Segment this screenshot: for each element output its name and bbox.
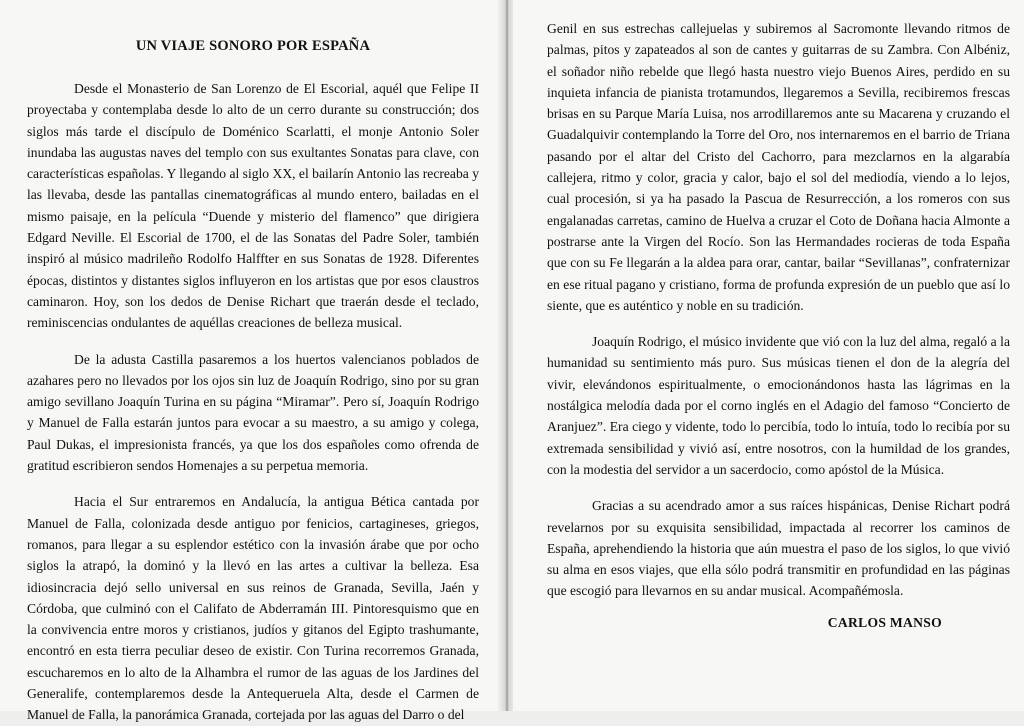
right-page	[513, 0, 1024, 711]
paragraph-andalucia: Hacia el Sur entraremos en Andalucía, la antigua Bética cantada por Manuel de Falla, colonizada desde antiguo por fenicios, cartagineses, griegos, romanos, para llegar a su esplendor estético con la invasión árabe que por ocho siglos la atrapó, la dominó y la llevó en las artes a cultivar la belleza. Esa idiosincracia dejó sello universal en sus reinos de Granada, Sevilla, Jaén y Córdoba, que culminó con el Califato de Abderramán III. Pintoresquismo que en la convivencia entre moros y cristianos, judíos y gitanos del Egipto trashumante, encontró en esta tierra peculiar deseo de existir. Con Turina recorremos Granada, escucharemos en lo alto de la Alhambra el rumor de las aguas de los Jardines del Generalife, contemplaremos desde la Antequeruela Alta, desde el Carmen de Manuel de Falla, la panorámica Granada, cortejada por las aguas del Darro o del	[27, 494, 479, 723]
paragraph-denise-richart: Gracias a su acendrado amor a sus raíces hispánicas, Denise Richart podrá revelarnos por su exquisita sensibilidad, impactada al recorrer los caminos de España, aprehendiendo la historia que aún muestra el paso de los siglos, lo que vivió su alma en esos viajes, que ella sólo podrá transmitir en profundidad en las páginas que escogió para llevarnos en su andar musical. Acompañémosla.	[547, 498, 1010, 599]
page-title: UN VIAJE SONORO POR ESPAÑA	[135, 38, 371, 54]
paragraph-castilla: De la adusta Castilla pasaremos a los huertos valencianos poblados de azahares pero no llevados por los ojos sin luz de Joaquín Rodrigo, sino por su gran amigo sevillano Joaquín Turina en su página “Miramar”. Pero sí, Joaquín Rodrigo y Manuel de Falla estarán juntos para evocar a su maestro, a su amigo y colega, Paul Dukas, el impresionista francés, ya que los dos españoles como ofrenda de gratitud escribieron sendos Homenajes a su perpetua memoria.	[27, 351, 479, 474]
left-page	[0, 0, 503, 723]
paragraph-genil: Genil en sus estrechas callejuelas y subiremos al Sacromonte llevando ritmos de palmas, pitos y zapateados al son de cantes y guitarras de su Zambra. Con Albéniz, el soñador niño rebelde que llegó hasta nuestro viejo Buenos Aires, perdido en su inquieta infancia de pianista trotamundos, llegaremos a Sevilla, recibiremos frescas brisas en su Parque María Luisa, nos arrodillaremos ante su Macarena y cruzando el Guadalquivir contemplando la Torre del Oro, nos internaremos en el barrio de Triana pasando por el altar del Cristo del Cachorro, para mezclarnos en la algarabía callejera, ritmo y color, gracia y calor, bajo el sol del mediodía, viendo a lo lejos, cual procesión, si ya ha pasado la Pascua de Resurrección, a los romeros con sus engalanadas carretas, camino de Huelva a cruzar el Coto de Doñana hacia Almonte a postrarse ante la Virgen del Rocío. Son las Hermandades rocieras de toda España que con su Fe llegarán a la aldea para orar, cantar, bailar “Sevillanas”, confraternizar en ese ritual pagano y cristiano, forma de profunda expresión de un pueblo que así lo siente, que es auténtico y noble en su tradición.	[547, 21, 1010, 313]
paragraph-escorial: Desde el Monasterio de San Lorenzo de El Escorial, aquél que Felipe II proyectaba y contemplaba desde lo alto de un cerro durante su construcción; dos siglos más tarde el discípulo de Doménico Scarlatti, el monje Antonio Soler inundaba las augustas naves del templo con sus exultantes Sonatas para clave, con características españolas. Y llegando al siglo XX, el bailarín Antonio las recreaba y las llevaba, desde las pantallas cinematográficas al mundo entero, bailadas en el mismo paisaje, en la película “Duende y misterio del flamenco” que dirigiera Edgard Neville. El Escorial de 1700, el de las Sonatas del Padre Soler, también inspiró al músico madrileño Rodolfo Halffter en sus Sonatas de 1928. Diferentes épocas, distintos y distantes siglos influyeron en los artistas que por esos claustros caminaron. Hoy, son los dedos de Denise Richart que traerán desde el teclado, reminiscencias ondulantes de aquéllas creaciones de belleza musical.	[27, 81, 479, 331]
paragraph-rodrigo: Joaquín Rodrigo, el músico invidente que vió con la luz del alma, regaló a la humanidad su sentimiento más puro. Sus músicas tienen el don de la alegría del vivir, elevándonos espiritualmente, o emocionándonos hasta las lágrimas en la nostálgica melodía dada por el corno inglés en el Adagio del famoso “Concierto de Aranjuez”. Era ciego y vidente, todo lo percibía, todo lo intuía, todo lo recibía por su extremada sensibilidad y vivió así, entre nosotros, con la humildad de los grandes, con la modestia del servidor a un sacerdocio, como apóstol de la Música.	[547, 334, 1010, 477]
author-signature: CARLOS MANSO	[827, 614, 942, 630]
